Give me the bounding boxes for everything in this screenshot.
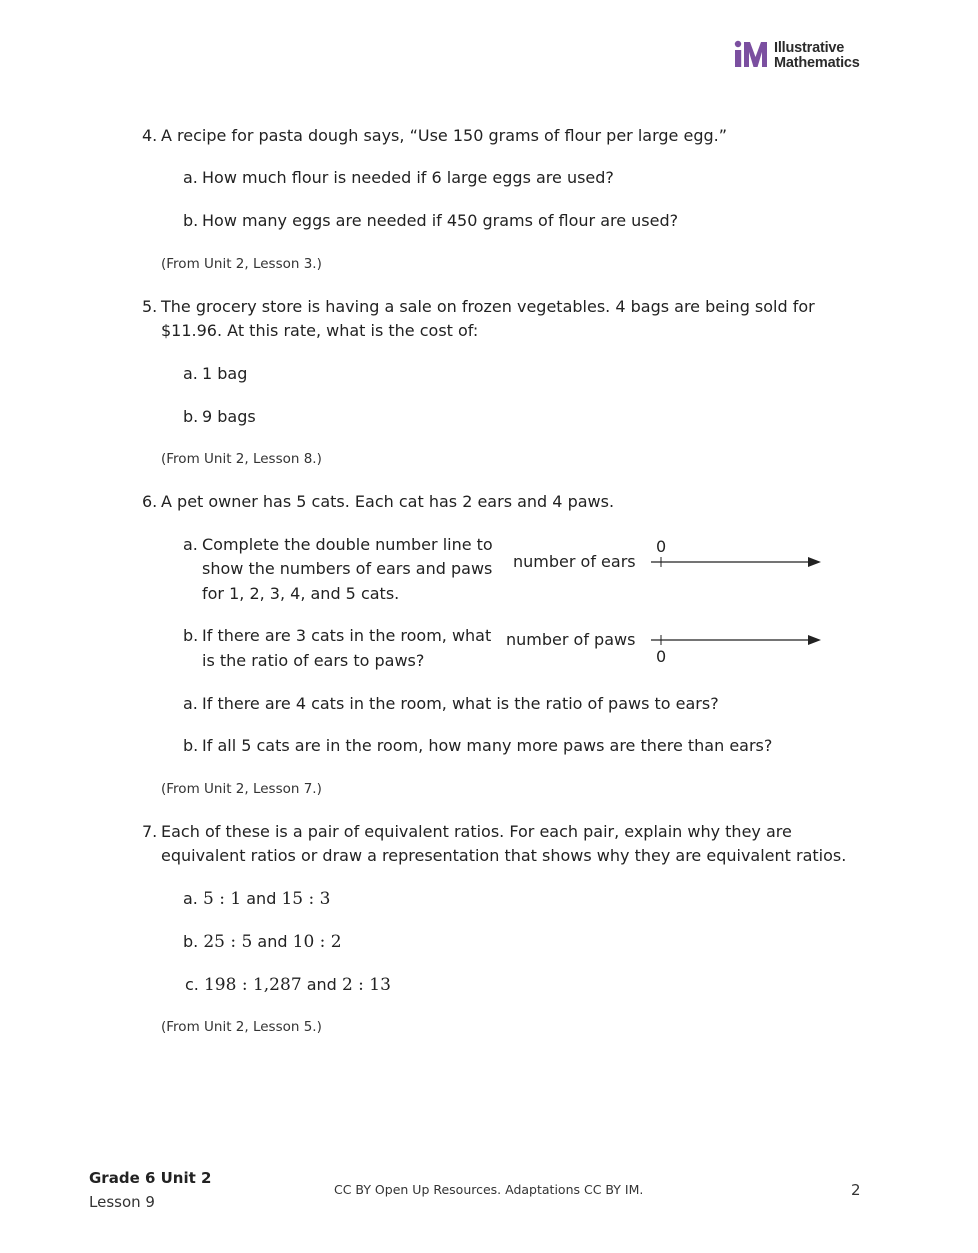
number-line-zero-top: 0 (656, 537, 667, 556)
source-reference: (From Unit 2, Lesson 3.) (161, 256, 322, 272)
number-line-zero-bottom: 0 (656, 647, 667, 666)
part-text: 1 bag (202, 364, 248, 383)
part-letter: b. (183, 211, 199, 230)
ratio-expression: 15 : 3 (281, 889, 331, 909)
question-number: 6. (142, 492, 158, 511)
ratio-pair-b (183, 930, 342, 954)
part-letter: c. (185, 975, 199, 994)
part-text: If there are 4 cats in the room, what is the ratio of paws to ears? (202, 694, 719, 713)
part-letter: b. (183, 407, 199, 426)
ratio-expression: 198 : 1,287 (203, 975, 302, 995)
footer-license: CC BY Open Up Resources. Adaptations CC BY IM. (334, 1182, 644, 1197)
part-letter: b. (183, 932, 199, 951)
part-text-line1: Complete the double number line to (202, 535, 493, 554)
part-letter: a. (183, 535, 198, 554)
part-letter: a. (183, 364, 198, 383)
source-reference: (From Unit 2, Lesson 5.) (161, 1019, 322, 1035)
number-line-label-paws: number of paws (506, 630, 636, 649)
im-logo-mark (734, 40, 768, 68)
and-word: and (306, 975, 337, 994)
footer-lesson: Lesson 9 (89, 1193, 155, 1211)
question-prompt-line2: equivalent ratios or draw a representation that shows why they are equivalent ratios. (161, 846, 847, 865)
ratio-expression: 25 : 5 (203, 932, 253, 952)
part-text: If all 5 cats are in the room, how many more paws are there than ears? (202, 736, 773, 755)
question-prompt-line1: The grocery store is having a sale on frozen vegetables. 4 bags are being sold for (161, 297, 815, 316)
part-letter: b. (183, 736, 199, 755)
logo-text-line2: Mathematics (774, 55, 860, 71)
part-text: 9 bags (202, 407, 256, 426)
question-number: 4. (142, 126, 158, 145)
question-number: 5. (142, 297, 158, 316)
question-prompt: A recipe for pasta dough says, “Use 150 grams of flour per large egg.” (161, 126, 728, 145)
ratio-expression: 10 : 2 (292, 932, 342, 952)
arrowhead-icon (808, 557, 821, 567)
source-reference: (From Unit 2, Lesson 8.) (161, 451, 322, 467)
part-text-line2: show the numbers of ears and paws (202, 559, 493, 578)
number-line-ears (648, 552, 824, 572)
question-prompt-line2: $11.96. At this rate, what is the cost of: (161, 321, 479, 340)
ratio-pair-a (183, 887, 330, 911)
page-number: 2 (851, 1181, 861, 1199)
part-text-line2: is the ratio of ears to paws? (202, 651, 425, 670)
logo-text-line1: Illustrative (774, 40, 845, 56)
question-prompt-line1: Each of these is a pair of equivalent ratios. For each pair, explain why they are (161, 822, 792, 841)
and-word: and (246, 889, 277, 908)
ratio-expression: 2 : 13 (341, 975, 391, 995)
part-text-line1: If there are 3 cats in the room, what (202, 626, 492, 645)
footer-grade-unit: Grade 6 Unit 2 (89, 1169, 212, 1187)
source-reference: (From Unit 2, Lesson 7.) (161, 781, 322, 797)
arrowhead-icon (808, 635, 821, 645)
part-letter: a. (183, 889, 198, 908)
part-letter: a. (183, 694, 198, 713)
number-line-paws (648, 630, 824, 650)
part-text-line3: for 1, 2, 3, 4, and 5 cats. (202, 584, 400, 603)
number-line-label-ears: number of ears (513, 552, 636, 571)
ratio-expression: 5 : 1 (202, 889, 242, 909)
part-text: How much flour is needed if 6 large eggs are used? (202, 168, 614, 187)
part-letter: a. (183, 168, 198, 187)
part-letter: b. (183, 626, 199, 645)
part-text: How many eggs are needed if 450 grams of flour are used? (202, 211, 679, 230)
ratio-pair-c (185, 973, 391, 997)
and-word: and (257, 932, 288, 951)
question-prompt: A pet owner has 5 cats. Each cat has 2 ears and 4 paws. (161, 492, 615, 511)
question-number: 7. (142, 822, 158, 841)
